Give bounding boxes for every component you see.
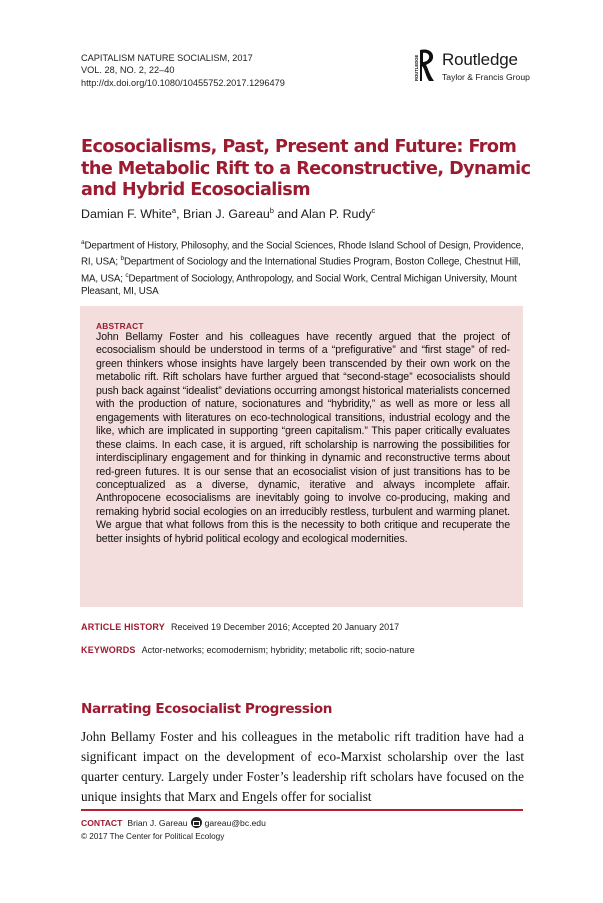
abstract-label: ABSTRACT: [96, 321, 144, 331]
contact-email[interactable]: gareau@bc.edu: [204, 818, 266, 828]
keywords-label: KEYWORDS: [81, 645, 136, 655]
footer-divider: [81, 809, 523, 811]
article-title: Ecosocialisms, Past, Present and Future: From the Metabolic Rift to a Reconstructive, Dynamic and Hybrid Ecosocialism: [81, 137, 531, 200]
author-separator: and: [273, 207, 301, 222]
keywords-text: Actor-networks; ecomodernism; hybridity; metabolic rift; socio-nature: [141, 645, 415, 655]
publisher-name: Routledge: [442, 50, 518, 69]
author-name[interactable]: Damian F. White: [81, 207, 172, 222]
contact-name: Brian J. Gareau: [127, 818, 188, 828]
svg-text:ROUTLEDGE: ROUTLEDGE: [414, 54, 420, 81]
journal-volume: VOL. 28, NO. 2, 22–40: [81, 65, 175, 76]
doi-link[interactable]: http://dx.doi.org/10.1080/10455752.2017.1296479: [81, 77, 285, 88]
contact-line: [81, 817, 266, 828]
author-separator: ,: [176, 207, 183, 222]
section-heading: Narrating Ecosocialist Progression: [81, 701, 332, 717]
author-list: [81, 206, 375, 221]
affiliation-mark: c: [125, 271, 129, 279]
article-history-label: ARTICLE HISTORY: [81, 622, 166, 632]
routledge-r-icon: [414, 47, 436, 83]
article-history-text: Received 19 December 2016; Accepted 20 January 2017: [171, 622, 400, 632]
publisher-logo: [414, 47, 534, 87]
affiliation-mark: b: [269, 206, 274, 215]
affiliation-text: Department of History, Philosophy, and the Social Sciences, Rhode Island School of Design, Providence, RI, USA;: [81, 240, 524, 268]
publisher-group: Taylor & Francis Group: [442, 72, 530, 82]
body-paragraph: John Bellamy Foster and his colleagues in the metabolic rift tradition have had a significant impact on the development of eco-Marxist scholarship over the last quarter century. Largely under Foster’s leadership rift scholars have focused on the unique insights that Marx and Engels offer for socialist: [81, 729, 524, 804]
contact-label: CONTACT: [81, 818, 123, 828]
copyright: © 2017 The Center for Political Ecology: [81, 832, 225, 841]
affiliation-mark: a: [171, 206, 177, 215]
affiliation-mark: b: [120, 255, 124, 263]
author-name[interactable]: Brian J. Gareau: [182, 207, 270, 222]
author-name[interactable]: Alan P. Rudy: [300, 207, 372, 222]
journal-name: CAPITALISM NATURE SOCIALISM, 2017: [81, 53, 253, 63]
affiliation-text: Department of Sociology, Anthropology, and Social Work, Central Michigan University, Mount Pleasant, MI, USA: [81, 272, 517, 298]
email-icon: [191, 817, 202, 828]
affiliation-text: Department of Sociology and the International Studies Program, Boston College, Chestnut Hill, MA, USA;: [81, 256, 521, 284]
keywords: [81, 645, 415, 655]
journal-header: [81, 52, 285, 89]
affiliation-mark: c: [371, 206, 376, 215]
abstract-text: John Bellamy Foster and his colleagues have recently argued that the project of ecosocialism should be understood in terms of a “prefigurative” and “first stage” of red-green thinkers whose insights have largely been transcended by their own work on the metabolic rift. Rift scholars have further argued that “second-stage” ecosocialists should push back against “idealist” deviations occurring amongst historical materialists concerned with the production of nature, socionatures and “hybridity,” as well as more or less all engagements with literatures on eco-technological transitions, industrial ecology and the like, which are implicated in supporting “green capitalism.” This paper critically evaluates these claims. In each case, it is argued, rift scholarship is narrowing the possibilities for interdisciplinary engagement and for thinking in dynamic and reconstructive terms about red-green futures. It is our sense that an ecosocialist vision of just transitions has to be conceptualized as a diverse, dynamic, iterative and always incomplete affair. Anthropocene ecosocialisms are inevitably going to involve co-producing, making and remaking hybrid social ecologies on an irreducibly restless, turbulent and warming planet. We argue that what follows from this is the necessity to both critique and recuperate the better insights of hybrid political ecology and ecological modernities.: [96, 331, 510, 545]
affiliation-mark: a: [81, 239, 85, 246]
article-history: [81, 622, 399, 632]
affiliations: [81, 236, 526, 298]
